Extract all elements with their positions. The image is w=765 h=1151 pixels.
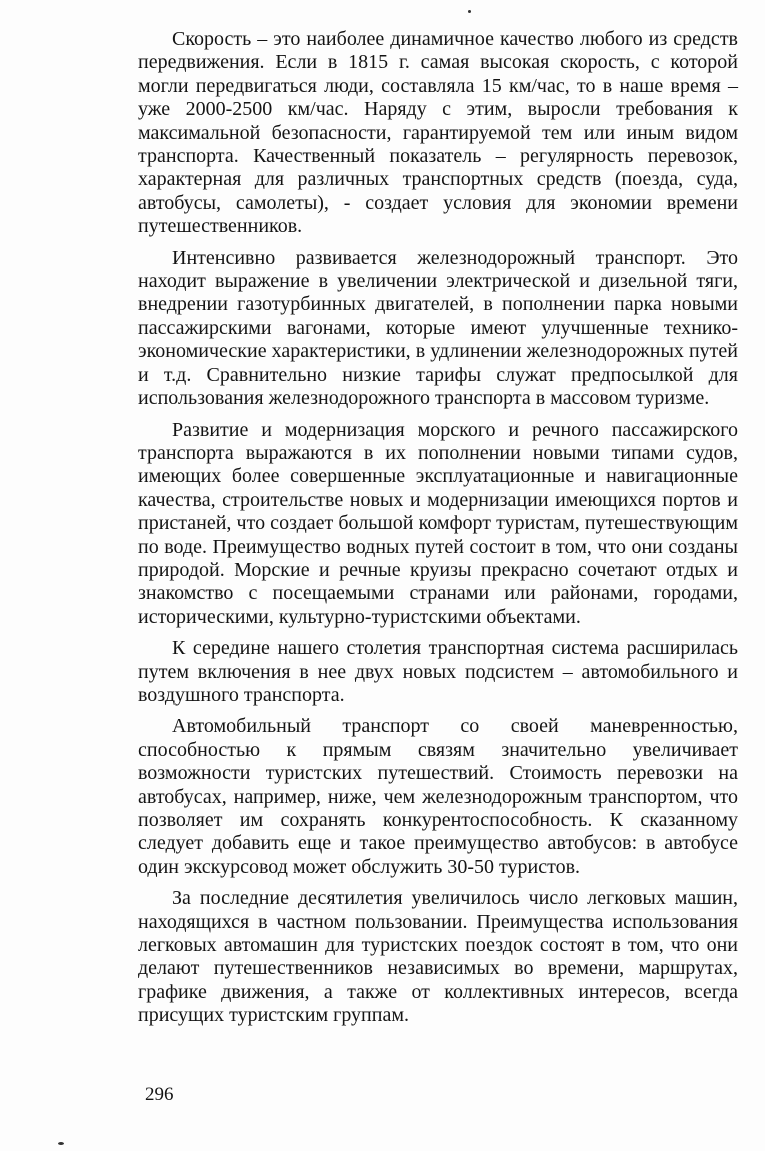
paragraph-water-transport: Развитие и модернизация морского и речного пассажирского транспорта выражаются в их пополнении новыми типами судов, имеющих более совершенные эксплуатационные и навигационные качества, строительстве новых и модернизации имеющихся портов и пристаней, что создает большой комфорт туристам, путешествующим по воде. Преимущество водных путей состоит в том, что они созданы природой. Морские и речные круизы прекрасно сочетают отдых и знакомство с посещаемыми странами или районами, городами, историческими, культурно-туристскими объектами. bbox=[138, 418, 738, 628]
scan-speck bbox=[58, 1142, 64, 1145]
scan-speck bbox=[468, 10, 471, 13]
paragraph-road-transport: Автомобильный транспорт со своей маневренностью, способностью к прямым связям значительно увеличивает возможности туристских путешествий. Стоимость перевозки на автобусах, например, ниже, чем железнодорожным транспортом, что позволяет им сохранять конкурентоспособность. К сказанному следует добавить еще и такое преимущество автобусов: в автобусе один экскурсовод может обслужить 30-50 туристов. bbox=[138, 715, 738, 878]
paragraph-speed: Скорость – это наиболее динамичное качество любого из средств передвижения. Если в 1815 г. самая высокая скорость, с которой могли передвигаться люди, составляла 15 км/час, то в наше время – уже 2000-2500 км/час. Наряду с этим, выросли требования к максимальной безопасности, гарантируемой тем или иным видом транспорта. Качественный показатель – регулярность перевозок, характерная для различных транспортных средств (поезда, суда, автобусы, самолеты), - создает условия для экономии времени путешественников. bbox=[138, 28, 738, 238]
paragraph-private-cars: За последние десятилетия увеличилось число легковых машин, находящихся в частном пользовании. Преимущества использования легковых автомашин для туристских поездок состоят в том, что они делают путешественников независимых во времени, маршрутах, графике движения, а также от коллективных интересов, всегда присущих туристским группам. bbox=[138, 887, 738, 1027]
page-number: 296 bbox=[145, 1084, 174, 1105]
paragraph-railway: Интенсивно развивается железнодорожный транспорт. Это находит выражение в увеличении электрической и дизельной тяги, внедрении газотурбинных двигателей, в пополнении парка новыми пассажирскими вагонами, которые имеют улучшенные технико-экономические характеристики, в удлинении железнодорожных путей и т.д. Сравнительно низкие тарифы служат предпосылкой для использования железнодорожного транспорта в массовом туризме. bbox=[138, 246, 738, 410]
paragraph-new-subsystems: К середине нашего столетия транспортная система расширилась путем включения в нее двух новых подсистем – автомобильного и воздушного транспорта. bbox=[138, 637, 738, 706]
body-text bbox=[138, 28, 738, 1036]
